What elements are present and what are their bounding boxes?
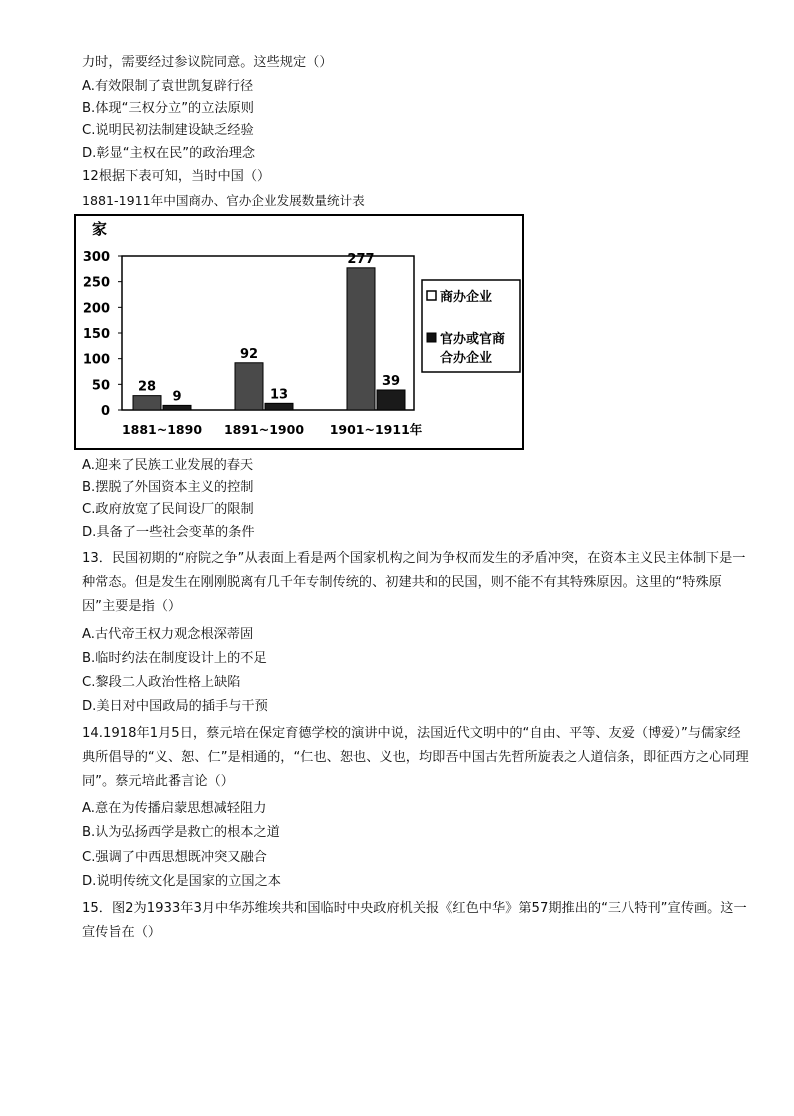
y-tick-label: 300 [82, 250, 110, 265]
q13-option-c[interactable]: C.黎段二人政治性格上缺陷 [82, 675, 241, 690]
y-tick-label: 100 [82, 352, 110, 368]
q12-option-b[interactable]: B.摆脱了外国资本主义的控制 [82, 480, 254, 495]
q14-option-b[interactable]: B.认为弘扬西学是救亡的根本之道 [82, 825, 280, 840]
q12-option-a[interactable]: A.迎来了民族工业发展的春天 [82, 458, 254, 473]
legend-label-official-line2: 合办企业 [440, 351, 493, 366]
q15-stem: 15．图2为1933年3月中华苏维埃共和国临时中央政府机关报《红色中华》第57期推出的“三八特刊”宣传画。这一宣传旨在（） [82, 901, 747, 940]
legend-swatch-commercial [427, 291, 436, 300]
bar-commercial [235, 363, 263, 410]
data-label: 39 [381, 373, 401, 389]
legend-label-official-line1: 官办或官商 [440, 332, 506, 347]
y-tick-label: 150 [82, 327, 110, 342]
legend-label-commercial: 商办企业 [440, 290, 493, 305]
bar-commercial [347, 268, 375, 410]
q12-stem: 12根据下表可知，当时中国（） [82, 169, 271, 184]
x-tick-label: 1901~1911年 [329, 422, 423, 437]
bar-commercial [133, 396, 161, 410]
q11-option-a[interactable]: A.有效限制了袁世凯复辟行径 [82, 79, 254, 94]
y-tick-label: 200 [82, 301, 110, 317]
legend-swatch-official [427, 333, 436, 342]
q13-option-a[interactable]: A.古代帝王权力观念根深蒂固 [82, 627, 254, 642]
q11-option-b[interactable]: B.体现“三权分立”的立法原则 [82, 101, 254, 116]
data-label: 9 [172, 389, 182, 405]
q14-option-a[interactable]: A.意在为传播启蒙思想减轻阻力 [82, 801, 267, 816]
q11-option-d[interactable]: D.彰显“主权在民”的政治理念 [82, 146, 256, 161]
y-tick-label: 250 [82, 275, 110, 291]
q14-stem: 14.1918年1月5日，蔡元培在保定育德学校的演讲中说，法国近代文明中的“自由、平等、友爱（博爱）”与儒家经典所倡导的“义、恕、仁”是相通的，“仁也、恕也、义也，均即吾中国古先哲所旋表之人道信条，即征西方之心同理同”。蔡元培此番言论（） [82, 726, 749, 789]
y-tick-label: 0 [100, 404, 110, 419]
q11-option-c[interactable]: C.说明民初法制建设缺乏经验 [82, 123, 254, 138]
bar-official [163, 405, 191, 410]
x-tick-label: 1891~1900 [223, 422, 305, 437]
q13-stem: 13．民国初期的“府院之争”从表面上看是两个国家机构之间为争权而发生的矛盾冲突，在资本主义民主体制下是一种常态。但是发生在刚刚脱离有几千年专制传统的、初建共和的民国，则不能不有其特殊原因。这里的“特殊原因”主要是指（） [82, 551, 746, 614]
data-label: 92 [239, 346, 259, 362]
q12-table-title: 1881-1911年中国商办、官办企业发展数量统计表 [82, 193, 365, 208]
data-label: 277 [347, 251, 375, 267]
q12-option-c[interactable]: C.政府放宽了民间设厂的限制 [82, 502, 254, 517]
q13-option-b[interactable]: B.临时约法在制度设计上的不足 [82, 651, 267, 666]
q13-option-d[interactable]: D.美日对中国政局的插手与干预 [82, 699, 268, 714]
x-tick-label: 1881~1890 [121, 422, 203, 437]
bar-official [377, 390, 405, 410]
y-axis-label: 家 [92, 220, 108, 238]
q12-option-d[interactable]: D.具备了一些社会变革的条件 [82, 525, 255, 540]
q14-option-c[interactable]: C.强调了中西思想既冲突又融合 [82, 850, 267, 865]
data-label: 13 [269, 387, 289, 403]
data-label: 28 [137, 379, 157, 395]
q11-stem-tail: 力时，需要经过参议院同意。这些规定（） [82, 55, 333, 70]
q14-option-d[interactable]: D.说明传统文化是国家的立国之本 [82, 874, 281, 889]
bar-chart [74, 214, 524, 450]
y-tick-label: 50 [91, 378, 110, 394]
bar-official [265, 403, 293, 410]
